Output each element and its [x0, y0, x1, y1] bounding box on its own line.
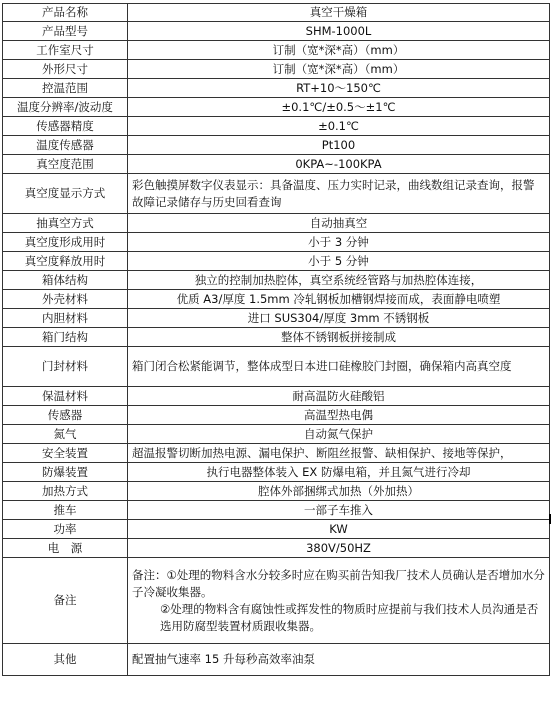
row-label: 内胆材料 — [3, 309, 128, 328]
row-label: 保温材料 — [3, 387, 128, 406]
row-value: 高温型热电偶 — [128, 406, 550, 425]
row-label: 外形尺寸 — [3, 60, 128, 79]
table-row — [3, 41, 550, 60]
row-value: 订制（宽*深*高）（mm） — [128, 41, 550, 60]
row-value: 优质 A3/厚度 1.5mm 冷轧钢板加槽钢焊接而成，表面静电喷塑 — [128, 290, 550, 309]
table-row — [3, 328, 550, 347]
table-row — [3, 233, 550, 252]
table-row — [3, 387, 550, 406]
table-row-other — [3, 644, 550, 676]
row-label: 真空度显示方式 — [3, 174, 128, 214]
row-value: 自动氮气保护 — [128, 425, 550, 444]
table-row — [3, 79, 550, 98]
row-label: 电 源 — [3, 539, 128, 558]
row-label: 温度分辨率/波动度 — [3, 98, 128, 117]
row-value: 真空干燥箱 — [128, 4, 550, 22]
row-value: SHM-1000L — [128, 22, 550, 41]
table-row — [3, 425, 550, 444]
row-label: 加热方式 — [3, 482, 128, 501]
row-label: 真空度释放用时 — [3, 252, 128, 271]
margin-mark — [549, 514, 551, 524]
table-row — [3, 347, 550, 387]
row-value: 执行电器整体装入 EX 防爆电箱，并且氮气进行冷却 — [128, 463, 550, 482]
row-value: ±0.1℃/±0.5～±1℃ — [128, 98, 550, 117]
row-label: 门封材料 — [3, 347, 128, 387]
notes-line-1: 备注：①处理的物料含水分较多时应在购买前告知我厂技术人员确认是否增加水分子冷凝收集器。 — [132, 567, 545, 599]
table-row — [3, 309, 550, 328]
table-row — [3, 520, 550, 539]
row-label: 氮气 — [3, 425, 128, 444]
row-label: 控温范围 — [3, 79, 128, 98]
notes-value — [128, 558, 550, 644]
notes-line-2: ②处理的物料含有腐蚀性或挥发性的物质时应提前与我们技术人员沟通是否选用防腐型装置材质跟收集器。 — [160, 601, 539, 633]
row-value: 订制（宽*深*高）（mm） — [128, 60, 550, 79]
row-value: 380V/50HZ — [128, 539, 550, 558]
row-label: 真空度形成用时 — [3, 233, 128, 252]
row-label: 产品名称 — [3, 4, 128, 22]
row-value: 独立的控制加热腔体，真空系统经管路与加热腔体连接， — [128, 271, 550, 290]
row-value: 一部子车推入 — [128, 501, 550, 520]
table-row-notes — [3, 558, 550, 644]
row-label: 产品型号 — [3, 22, 128, 41]
table-row — [3, 252, 550, 271]
table-row — [3, 290, 550, 309]
table-row — [3, 4, 550, 22]
row-value: 小于 5 分钟 — [128, 252, 550, 271]
row-label: 安全装置 — [3, 444, 128, 463]
table-row — [3, 271, 550, 290]
spec-table-body — [3, 4, 550, 558]
row-label: 箱体结构 — [3, 271, 128, 290]
row-value: RT+10～150℃ — [128, 79, 550, 98]
row-value: 0KPA~-100KPA — [128, 155, 550, 174]
row-label: 推车 — [3, 501, 128, 520]
row-value: 耐高温防火硅酸铝 — [128, 387, 550, 406]
notes-label: 备注 — [3, 558, 128, 644]
table-row — [3, 406, 550, 425]
row-label: 抽真空方式 — [3, 214, 128, 233]
row-value: ±0.1℃ — [128, 117, 550, 136]
row-value: 彩色触摸屏数字仪表显示：具备温度、压力实时记录，曲线数组记录查询，报警故障记录储存与历史回看查询 — [128, 174, 550, 214]
row-label: 传感器 — [3, 406, 128, 425]
row-label: 传感器精度 — [3, 117, 128, 136]
row-value: 整体不锈钢板拼接制成 — [128, 328, 550, 347]
table-row — [3, 22, 550, 41]
row-value: Pt100 — [128, 136, 550, 155]
row-value: 箱门闭合松紧能调节，整体成型日本进口硅橡胶门封圈，确保箱内高真空度 — [128, 347, 550, 387]
row-label: 工作室尺寸 — [3, 41, 128, 60]
other-value: 配置抽气速率 15 升每秒高效率油泵 — [128, 644, 550, 676]
other-label: 其他 — [3, 644, 128, 676]
row-value: 腔体外部捆绑式加热（外加热） — [128, 482, 550, 501]
row-value: 小于 3 分钟 — [128, 233, 550, 252]
row-label: 箱门结构 — [3, 328, 128, 347]
table-row — [3, 98, 550, 117]
table-row — [3, 155, 550, 174]
table-row — [3, 60, 550, 79]
row-value: 超温报警切断加热电源、漏电保护、断阻丝报警、缺相保护、接地等保护， — [128, 444, 550, 463]
row-label: 防爆装置 — [3, 463, 128, 482]
table-row — [3, 444, 550, 463]
row-label: 外壳材料 — [3, 290, 128, 309]
table-row — [3, 482, 550, 501]
table-row — [3, 117, 550, 136]
spec-table — [2, 3, 550, 676]
row-label: 功率 — [3, 520, 128, 539]
row-value: KW — [128, 520, 550, 539]
table-row — [3, 214, 550, 233]
row-value: 进口 SUS304/厚度 3mm 不锈钢板 — [128, 309, 550, 328]
row-label: 温度传感器 — [3, 136, 128, 155]
table-row — [3, 463, 550, 482]
table-row — [3, 174, 550, 214]
table-row — [3, 136, 550, 155]
row-label: 真空度范围 — [3, 155, 128, 174]
table-row — [3, 501, 550, 520]
table-row — [3, 539, 550, 558]
spec-table-footer — [3, 558, 550, 676]
row-value: 自动抽真空 — [128, 214, 550, 233]
